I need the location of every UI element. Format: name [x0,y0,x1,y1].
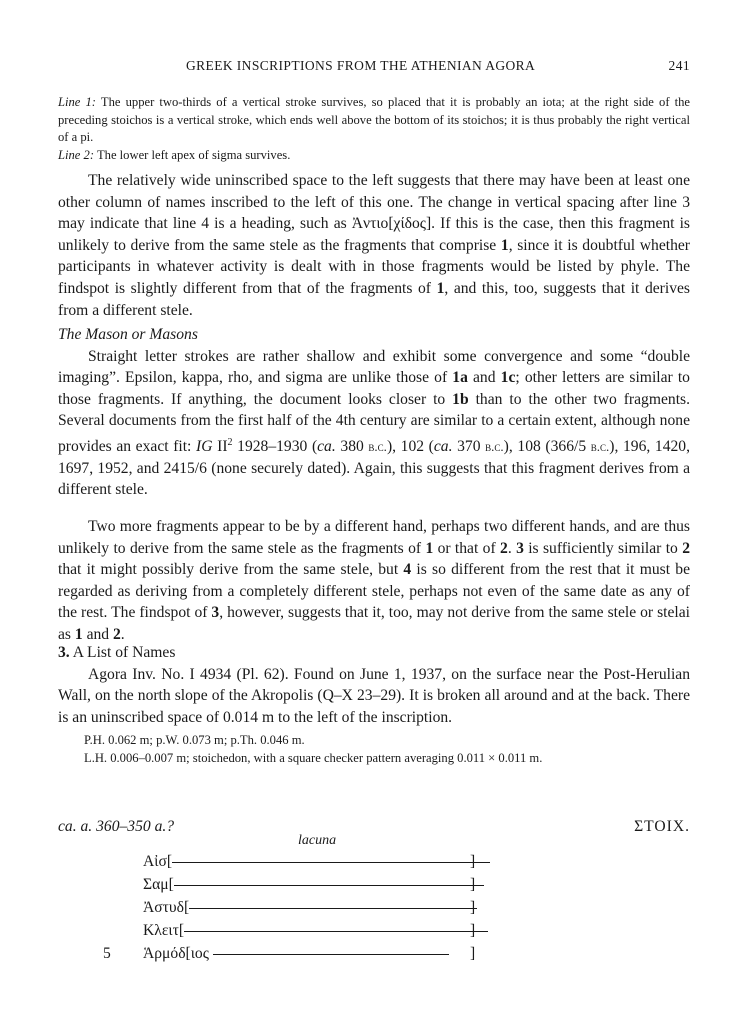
closing-bracket: ] [470,876,476,893]
section-heading: The Mason or Masons [58,326,198,343]
note-text: The lower left apex of sigma survives. [96,147,291,162]
inscription-line: Ἁρμόδ[ιος [143,945,449,967]
closing-bracket: ] [470,853,476,870]
closing-bracket: ] [470,945,476,962]
inscription-line: Σαμ[ [143,876,484,898]
entry-description: Agora Inv. No. I 4934 (Pl. 62). Found on June 1, 1937, on the surface near the Post-Herulian Wall, on the north slope of the Akropolis (Q–X 23–29). It is broken all around and at the back. There is an uninscribed space of 0.014 m to the left of the inscription. [58,665,690,726]
mason-section [58,324,690,501]
line-number: 5 [103,945,111,962]
note-label: Line 2: [58,147,95,162]
note-label: Line 1: [58,95,97,109]
inscription-line: Ἀστυδ[ [143,899,477,921]
entry-heading: 3. A List of Names [58,644,176,661]
dating-line [58,818,690,836]
commentary-paragraph: The relatively wide uninscribed space to the left suggests that there may have been at least one other column of names inscribed to the left of this one. The change in vertical spacing after line 3 may indicate that line 4 is a heading, such as Ἀντιο[χίδος]. If this is the case, then this fragment is unlikely to derive from the same stele as the fragments that comprise 1, since it is doubtful whether participants in whatever activity is dealt with in those fragments would be listed by phyle. The findspot is slightly different from that of the fragments of 1, and this, too, suggests that it derives from a different stele. [58,172,690,319]
page-number: 241 [668,58,690,73]
dimensions [58,732,690,767]
closing-bracket: ] [470,922,476,939]
inscription-line: Κλειτ[ [143,922,488,944]
note-line-2 [58,147,690,165]
dimensions-line-2: L.H. 0.006–0.007 m; stoichedon, with a square checker pattern averaging 0.011 × 0.011 m. [84,750,543,765]
inscription-line: Αἰσ[ [143,853,490,875]
dimensions-line-1: P.H. 0.062 m; p.W. 0.073 m; p.Th. 0.046 m. [84,733,305,748]
note-line-1 [58,94,690,147]
stoich-label: ΣΤΟΙΧ. [634,818,690,835]
closing-bracket: ] [470,899,476,916]
entry-3 [58,642,690,767]
hands-paragraph: Two more fragments appear to be by a different hand, perhaps two different hands, and are thus unlikely to derive from the same stele as the fragments of 1 or that of 2. 3 is sufficiently similar to 2 that it might possibly derive from the same stele, but 4 is so different from the rest that it must be regarded as deriving from a completely different stele, perhaps not even of the same date as any of the rest. The findspot of 3, however, suggests that it, too, may not derive from the same stele or stelai as 1 and 2. [58,518,690,643]
running-title: GREEK INSCRIPTIONS FROM THE ATHENIAN AGORA [186,58,536,73]
apparatus-notes [58,94,690,164]
note-text: The upper two-thirds of a vertical stroke survives, so placed that it is probably an iota; at the right side of the preceding stoichos is a vertical stroke, which ends well above the bottom of its stoichos; it is thus probably the right vertical of a pi. [58,95,691,144]
lacuna-label: lacuna [298,833,337,848]
greek-heading-restoration: Ἀντιο[χίδος] [351,215,432,233]
mason-paragraph: Straight letter strokes are rather shallow and exhibit some convergence and some “double imaging”. Epsilon, kappa, rho, and sigma are unlike those of 1a and 1c; other letters are similar to those fragments. If anything, the document looks closer to 1b than to the other two fragments. Several documents from the first half of the 4th century are similar to a certain extent, although none provides an exact fit: IG $II^2$ 1928–1930 (ca. 380 b.c.), 102 (ca. 370 b.c.), 108 (366/5 b.c.), 196, 1420, 1697, 1952, and 2415/6 (none securely dated). Again, this suggests that this fragment derives from a different stele. [58,347,691,499]
date-range: ca. a. 360–350 a.? [58,818,175,835]
